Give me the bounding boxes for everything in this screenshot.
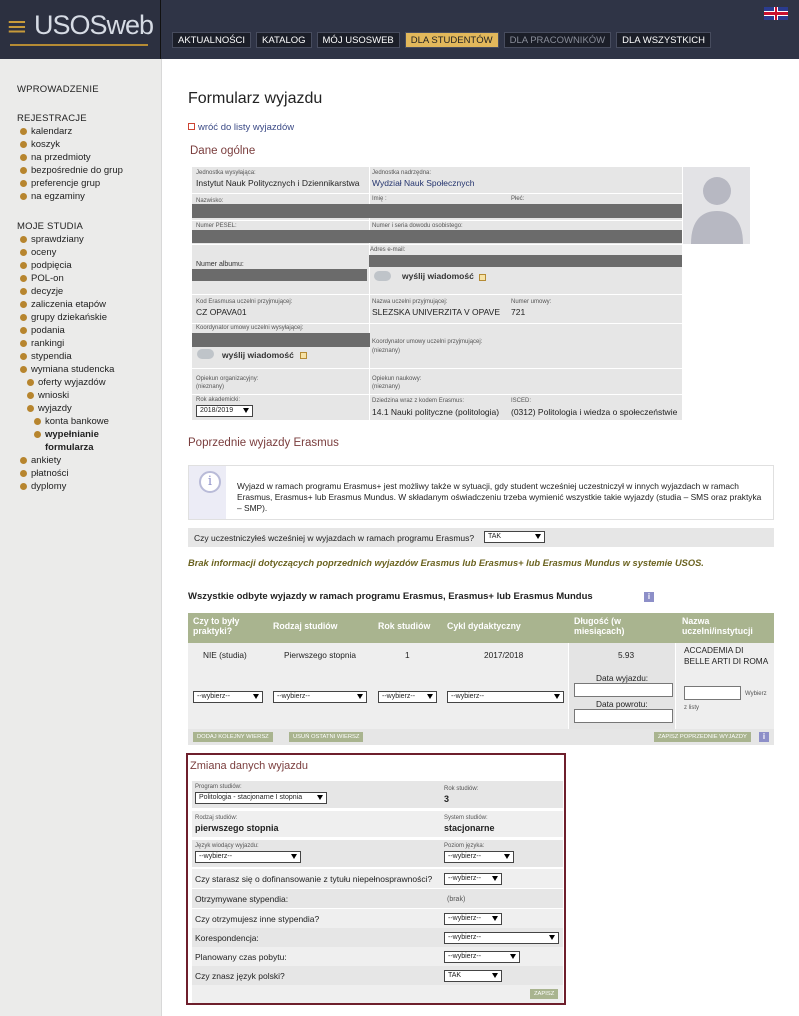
- field-label: Opiekun naukowy:: [372, 376, 422, 382]
- korespondencja-select[interactable]: --wybierz--: [444, 932, 559, 944]
- uczelnia-input[interactable]: [684, 686, 741, 700]
- field-label: Adres e-mail:: [370, 247, 406, 253]
- field-value: (nieznany): [196, 384, 225, 390]
- table-header: [188, 613, 774, 643]
- redacted-block: [192, 269, 367, 281]
- dropdown-arrow-icon: [554, 694, 560, 699]
- info-text: Wyjazd w ramach programu Erasmus+ jest możliwy także w sytuacji, gdy student wcześniej uczestniczył w innych wyjazdach w ramach Erasmus, Erasmus+ lub Erasmus Mundus. W składanym oświadczeniu trzeba wymienić wszystkie takie wyjazdy (studia – SMS oraz praktyka – SMP).: [237, 481, 762, 513]
- dropdown-arrow-icon: [492, 973, 498, 978]
- field-value-link[interactable]: Wydział Nauk Społecznych: [372, 178, 475, 188]
- praktyki-select[interactable]: --wybierz--: [193, 691, 263, 703]
- info-icon[interactable]: i: [759, 732, 769, 742]
- bullet-icon: [20, 483, 27, 490]
- section-dane-ogolne: Dane ogólne: [190, 145, 256, 157]
- bullet-icon: [27, 405, 34, 412]
- sidebar-section-moje-studia[interactable]: MOJE STUDIA: [17, 221, 84, 232]
- question-label: Czy uczestniczyłeś wcześniej w wyjazdach w ramach programu Erasmus?: [194, 533, 475, 543]
- zmiana-danych-panel: [186, 753, 566, 1005]
- bullet-icon: [20, 180, 27, 187]
- page-title: Formularz wyjazdu: [188, 90, 323, 107]
- field-label: Jednostka wysyłająca:: [196, 170, 256, 176]
- field-value: (nieznany): [372, 348, 401, 354]
- dropdown-arrow-icon: [427, 694, 433, 699]
- logo-underline: [10, 44, 148, 46]
- column-header: Rodzaj studiów: [273, 621, 338, 631]
- redacted-block: [192, 230, 682, 243]
- tab-katalog[interactable]: KATALOG: [256, 32, 311, 48]
- data-wyjazdu-label: Data wyjazdu:: [596, 673, 649, 683]
- sidebar-item[interactable]: kalendarz: [20, 126, 72, 137]
- dropdown-arrow-icon: [504, 854, 510, 859]
- bullet-icon: [20, 457, 27, 464]
- field-value: SLEZSKA UNIVERZITA V OPAVE: [372, 307, 501, 317]
- logo-text: USOSweb: [34, 10, 154, 40]
- english-flag-icon[interactable]: [764, 7, 788, 20]
- field-label: Imię :: [372, 196, 387, 202]
- redacted-block: [192, 204, 682, 218]
- bullet-icon: [20, 249, 27, 256]
- field-value: (nieznany): [372, 384, 401, 390]
- all-trips-title: Wszystkie odbyte wyjazdy w ramach programu Erasmus, Erasmus+ lub Erasmus Mundus: [188, 591, 593, 602]
- table-cell: 1: [405, 650, 410, 660]
- main-content: [162, 59, 799, 1016]
- field-value: 721: [511, 307, 526, 317]
- form-row: Rodzaj studiów: pierwszego stopnia System studiów: stacjonarne: [192, 811, 563, 837]
- data-wyjazdu-input[interactable]: [574, 683, 673, 697]
- section-zmiana: Zmiana danych wyjazdu: [190, 760, 309, 772]
- sidebar-item[interactable]: oceny: [20, 247, 56, 258]
- column-header: Czy to były praktyki?: [193, 616, 240, 636]
- section-poprzednie: Poprzednie wyjazdy Erasmus: [188, 437, 339, 449]
- poziom-select[interactable]: --wybierz--: [444, 851, 514, 863]
- column-header: Rok studiów: [378, 621, 431, 631]
- bullet-icon: [34, 418, 41, 425]
- field-label: Jednostka nadrzędna:: [372, 170, 432, 176]
- send-message-link[interactable]: wyślij wiadomość: [222, 350, 294, 360]
- sidebar-section-wprowadzenie[interactable]: WPROWADZENIE: [17, 84, 99, 95]
- form-row: Czy starasz się o dofinansowanie z tytułu niepełnosprawności? --wybierz--: [192, 869, 563, 888]
- column-header: Cykl dydaktyczny: [447, 621, 521, 631]
- bullet-icon: [20, 141, 27, 148]
- field-label: Nazwisko:: [196, 198, 224, 204]
- sidebar-item[interactable]: grupy dziekańskie: [20, 312, 107, 323]
- remove-row-button[interactable]: USUŃ OSTATNI WIERSZ: [289, 732, 363, 742]
- rodzaj-studiow-select[interactable]: --wybierz--: [273, 691, 367, 703]
- logo-emblem-icon: ≡: [6, 12, 28, 42]
- bullet-icon: [27, 392, 34, 399]
- field-value: 14.1 Nauki polityczne (politologia): [372, 407, 500, 417]
- bullet-icon: [20, 262, 27, 269]
- sidebar-item[interactable]: POL-on: [20, 273, 64, 284]
- field-value: (0312) Politologia i wiedza o społeczeństwie: [511, 407, 678, 417]
- form-row: Czy otrzymujesz inne stypendia? --wybierz--: [192, 909, 563, 928]
- sidebar-item[interactable]: dyplomy: [20, 481, 66, 492]
- redacted-block: [369, 255, 682, 267]
- sidebar-item[interactable]: koszyk: [20, 139, 60, 150]
- column-header: Nazwa uczelni/instytucji: [682, 616, 753, 636]
- table-cell: NIE (studia): [203, 650, 247, 660]
- rok-studiow-value: 3: [444, 794, 450, 804]
- academic-year-select[interactable]: 2018/2019: [196, 405, 253, 417]
- tab-moj-usosweb[interactable]: MÓJ USOSWEB: [317, 32, 400, 48]
- sidebar-item-current-cont[interactable]: formularza: [45, 442, 94, 453]
- bullet-icon: [20, 193, 27, 200]
- back-link[interactable]: wróć do listy wyjazdów: [188, 122, 294, 133]
- bullet-icon: [20, 167, 27, 174]
- field-label: Kod Erasmusa uczelni przyjmującej:: [196, 299, 293, 305]
- tab-dla-studentow[interactable]: DLA STUDENTÓW: [405, 32, 499, 48]
- message-icon: [197, 349, 214, 359]
- dropdown-arrow-icon: [535, 534, 541, 539]
- bullet-icon: [20, 327, 27, 334]
- tab-aktualnosci[interactable]: AKTUALNOŚCI: [172, 32, 251, 48]
- data-powrotu-input[interactable]: [574, 709, 673, 723]
- field-label: Nazwa uczelni przyjmującej:: [372, 299, 448, 305]
- sidebar-item[interactable]: bezpośrednie do grup: [20, 165, 123, 176]
- sidebar-section-rejestracje[interactable]: REJESTRACJE: [17, 113, 87, 124]
- field-label: Rok akademicki:: [196, 397, 241, 403]
- field-value: CZ OPAVA01: [196, 307, 247, 317]
- sidebar-item[interactable]: na egzaminy: [20, 191, 85, 202]
- save-previous-button[interactable]: ZAPISZ POPRZEDNIE WYJAZDY: [654, 732, 751, 742]
- field-label: Koordynator umowy uczelni wysyłającej:: [196, 325, 304, 331]
- person-silhouette-icon: [683, 167, 750, 244]
- sidebar-item[interactable]: oferty wyjazdów: [27, 377, 106, 388]
- sidebar-item[interactable]: sprawdziany: [20, 234, 84, 245]
- field-label: Numer PESEL:: [196, 223, 237, 229]
- rok-studiow-select[interactable]: --wybierz--: [378, 691, 437, 703]
- message-icon: [374, 271, 391, 281]
- dropdown-arrow-icon: [317, 795, 323, 800]
- dropdown-arrow-icon: [243, 408, 249, 413]
- dropdown-arrow-icon: [549, 935, 555, 940]
- table-cell: Pierwszego stopnia: [284, 650, 356, 660]
- bullet-icon: [20, 353, 27, 360]
- column-header: Długość (w miesiącach): [574, 616, 625, 636]
- bullet-icon: [20, 366, 27, 373]
- table-footer: [188, 729, 774, 745]
- erasmus-question-row: [188, 528, 774, 547]
- sidebar-item[interactable]: zaliczenia etapów: [20, 299, 106, 310]
- avatar: [683, 167, 750, 244]
- field-label: Numer albumu:: [196, 261, 244, 268]
- dropdown-arrow-icon: [357, 694, 363, 699]
- previous-erasmus-select[interactable]: TAK: [484, 531, 545, 543]
- table-row: [188, 643, 774, 729]
- form-row: Planowany czas pobytu: --wybierz--: [192, 947, 563, 966]
- sidebar-item-current[interactable]: wypełnianie: [34, 429, 99, 440]
- czas-pobytu-select[interactable]: --wybierz--: [444, 951, 520, 963]
- field-label: Płeć:: [511, 196, 525, 202]
- z-listy-label[interactable]: z listy: [684, 705, 699, 711]
- bullet-icon: [27, 379, 34, 386]
- cykl-select[interactable]: --wybierz--: [447, 691, 564, 703]
- bullet-icon: [20, 288, 27, 295]
- sidebar-item[interactable]: preferencje grup: [20, 178, 100, 189]
- table-cell: 2017/2018: [484, 650, 524, 660]
- plus-icon: [188, 123, 195, 130]
- bullet-icon: [20, 470, 27, 477]
- sidebar-item[interactable]: wymiana studencka: [20, 364, 114, 375]
- sidebar-item[interactable]: ankiety: [20, 455, 61, 466]
- table-cell: ACCADEMIA DI BELLE ARTI DI ROMA: [684, 645, 769, 666]
- jezyk-select[interactable]: --wybierz--: [195, 851, 301, 863]
- form-row: Otrzymywane stypendia: (brak): [192, 889, 563, 908]
- tab-dla-pracownikow[interactable]: DLA PRACOWNIKÓW: [504, 32, 612, 48]
- info-icon: i: [199, 471, 221, 493]
- save-button[interactable]: ZAPISZ: [530, 989, 558, 999]
- bullet-icon: [20, 154, 27, 161]
- sidebar-item[interactable]: na przedmioty: [20, 152, 91, 163]
- niepelnosprawnosc-select[interactable]: --wybierz--: [444, 873, 502, 885]
- sidebar-item[interactable]: wyjazdy: [27, 403, 72, 414]
- sidebar-item[interactable]: decyzje: [20, 286, 63, 297]
- info-box: [188, 465, 774, 520]
- inne-stypendia-select[interactable]: --wybierz--: [444, 913, 502, 925]
- sidebar-item[interactable]: podania: [20, 325, 65, 336]
- tab-dla-wszystkich[interactable]: DLA WSZYSTKICH: [616, 32, 711, 48]
- data-powrotu-label: Data powrotu:: [596, 699, 648, 709]
- field-label: Numer i seria dowodu osobistego:: [372, 223, 463, 229]
- send-message-link[interactable]: wyślij wiadomość: [402, 271, 474, 281]
- jezyk-polski-select[interactable]: TAK: [444, 970, 502, 982]
- bullet-icon: [20, 128, 27, 135]
- sidebar-item[interactable]: stypendia: [20, 351, 72, 362]
- expand-icon[interactable]: [479, 274, 486, 281]
- field-label: Koordynator umowy uczelni przyjmującej:: [372, 339, 483, 345]
- sidebar-item[interactable]: płatności: [20, 468, 69, 479]
- usosweb-logo[interactable]: [0, 0, 161, 59]
- form-row: Czy znasz język polski? TAK: [192, 966, 563, 985]
- info-icon[interactable]: i: [644, 592, 654, 602]
- sidebar: [0, 59, 162, 1016]
- sidebar-item[interactable]: podpięcia: [20, 260, 72, 271]
- bullet-icon: [20, 340, 27, 347]
- sidebar-item[interactable]: konta bankowe: [34, 416, 109, 427]
- bullet-icon: [20, 275, 27, 282]
- dropdown-arrow-icon: [253, 694, 259, 699]
- bullet-icon: [20, 314, 27, 321]
- form-row: Korespondencja: --wybierz--: [192, 928, 563, 947]
- add-row-button[interactable]: DODAJ KOLEJNY WIERSZ: [193, 732, 273, 742]
- table-cell: 5.93: [618, 650, 635, 660]
- dropdown-arrow-icon: [492, 916, 498, 921]
- form-footer: [192, 985, 563, 1003]
- field-label: Opiekun organizacyjny:: [196, 376, 259, 382]
- field-label: Numer umowy:: [511, 299, 552, 305]
- redacted-block: [192, 333, 370, 347]
- top-header: [0, 0, 799, 59]
- dropdown-arrow-icon: [492, 876, 498, 881]
- bullet-icon: [34, 431, 41, 438]
- no-data-notice: Brak informacji dotyczących poprzednich wyjazdów Erasmus lub Erasmus+ lub Erasmus Mundus w systemie USOS.: [188, 558, 704, 568]
- bullet-icon: [20, 301, 27, 308]
- form-row: Język wiodący wyjazdu: --wybierz-- Poziom języka: --wybierz--: [192, 840, 563, 867]
- dropdown-arrow-icon: [510, 954, 516, 959]
- wybierz-z-listy-link[interactable]: Wybierz: [745, 691, 767, 697]
- field-label: Dziedzina wraz z kodem Erasmus:: [372, 398, 465, 404]
- sidebar-item[interactable]: rankingi: [20, 338, 64, 349]
- program-select[interactable]: Politologia - stacjonarne I stopnia: [195, 792, 327, 804]
- dropdown-arrow-icon: [291, 854, 297, 859]
- field-label: ISCED:: [511, 398, 532, 404]
- expand-icon[interactable]: [300, 352, 307, 359]
- main-nav: [172, 32, 716, 48]
- bullet-icon: [20, 236, 27, 243]
- sidebar-item[interactable]: wnioski: [27, 390, 69, 401]
- field-value: Instytut Nauk Politycznych i Dziennikarstwa: [196, 178, 360, 188]
- form-row: Program studiów: Politologia - stacjonarne I stopnia Rok studiów: 3: [192, 781, 563, 808]
